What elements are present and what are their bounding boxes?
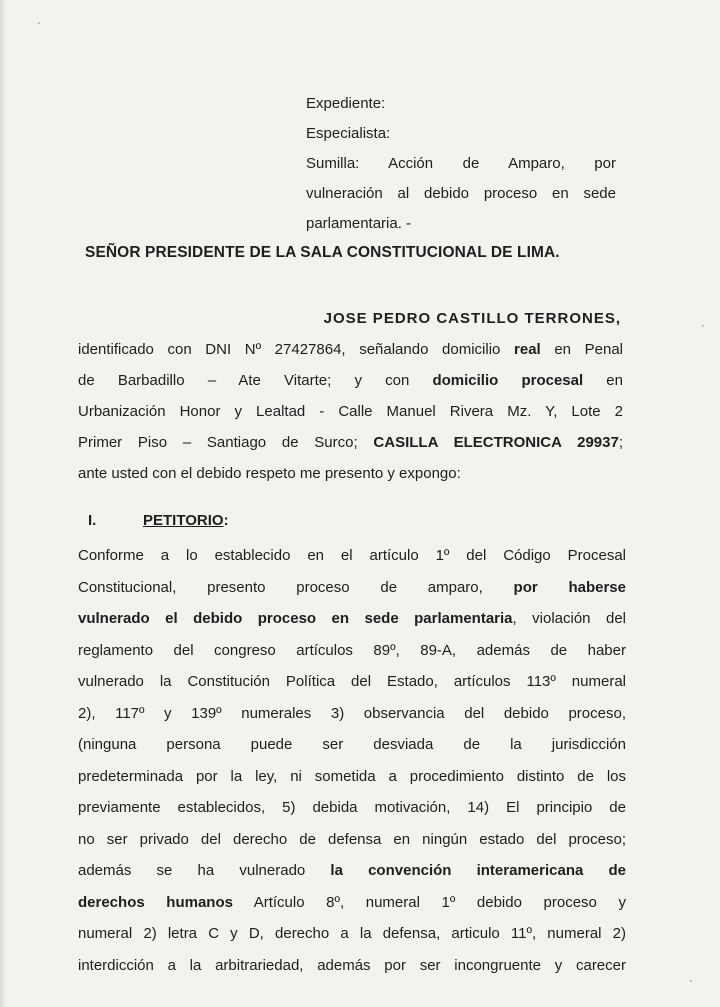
bold-span: por haberse: [513, 578, 626, 596]
petitioner-paragraph: [78, 303, 623, 489]
sumilla-line: Sumilla: Acción de Amparo, por: [306, 155, 616, 172]
text-span: , violación del: [512, 610, 626, 627]
body-line: reglamento del congreso artículos 89º, 89-A, además de haber: [78, 641, 626, 659]
petitioner-line: ante usted con el debido respeto me presento y expongo:: [78, 465, 461, 482]
body-line: [78, 855, 626, 887]
body-line: no ser privado del derecho de defensa en ningún estado del proceso;: [78, 830, 626, 848]
petitioner-name-suffix: ,: [615, 310, 621, 327]
bold-span: la convención interamericana de: [330, 862, 626, 879]
body-line: vulnerado la Constitución Política del Estado, artículos 113º numeral: [78, 673, 626, 690]
especialista-label: Especialista:: [306, 125, 391, 142]
body-line: (ninguna persona puede ser desviada de la jurisdicción: [78, 736, 626, 753]
sumilla-line: parlamentaria. -: [306, 215, 412, 232]
petitioner-line: Urbanización Honor y Lealtad - Calle Manuel Rivera Mz. Y, Lote 2: [78, 403, 623, 420]
petitioner-name: JOSE PEDRO CASTILLO TERRONES: [323, 310, 616, 327]
section-colon: :: [223, 512, 229, 529]
petitioner-line: [78, 365, 623, 396]
body-line: numeral 2) letra C y D, derecho a la defensa, articulo 11º, numeral 2): [78, 925, 626, 942]
body-line: [78, 572, 626, 604]
text-span: ;: [618, 434, 623, 451]
body-line: interdicción a la arbitrariedad, además por ser incongruente y carecer: [78, 956, 626, 974]
petitioner-line: [78, 427, 623, 458]
petitioner-name-line: [78, 303, 623, 334]
body-line: previamente establecidos, 5) debida motivación, 14) El principio de: [78, 799, 626, 816]
case-header: [306, 89, 616, 239]
bold-span: derechos humanos: [78, 893, 233, 911]
sumilla-line: vulneración al debido proceso en sede: [306, 185, 616, 202]
text-span: además se ha vulnerado: [78, 862, 331, 879]
body-line: [78, 887, 626, 919]
bold-span: domicilio procesal: [432, 372, 584, 389]
text-span: en Penal: [540, 341, 623, 358]
text-span: en: [583, 372, 623, 389]
body-line: predeterminada por la ley, ni sometida a procedimiento distinto de los: [78, 767, 626, 785]
text-span: de Barbadillo – Ate Vitarte; y con: [78, 372, 433, 389]
scan-speck: [690, 980, 692, 982]
text-span: Artículo 8º, numeral 1º debido proceso y: [232, 893, 626, 911]
bold-span: real: [514, 341, 541, 358]
section-heading: [88, 512, 229, 529]
bold-span: CASILLA ELECTRONICA 29937: [373, 434, 619, 451]
petitorio-paragraph: [78, 540, 626, 981]
court-address: SEÑOR PRESIDENTE DE LA SALA CONSTITUCIONAL DE LIMA.: [85, 244, 560, 261]
petitioner-line: [78, 334, 623, 365]
body-line: [78, 603, 626, 635]
scan-speck: [702, 325, 704, 327]
bold-span: vulnerado el debido proceso en sede parlamentaria: [78, 610, 513, 627]
text-span: Primer Piso – Santiago de Surco;: [78, 434, 374, 451]
text-span: identificado con DNI Nº 27427864, señalando domicilio: [78, 341, 515, 358]
section-number: I.: [88, 512, 97, 529]
body-line: Conforme a lo establecido en el artículo 1º del Código Procesal: [78, 547, 626, 564]
scan-edge: [0, 0, 6, 1007]
text-span: Constitucional, presento proceso de amparo,: [78, 578, 514, 596]
section-title: PETITORIO: [143, 512, 224, 529]
scan-speck: [38, 22, 40, 24]
expediente-label: Expediente:: [306, 95, 386, 112]
body-line: 2), 117º y 139º numerales 3) observancia del debido proceso,: [78, 704, 626, 722]
